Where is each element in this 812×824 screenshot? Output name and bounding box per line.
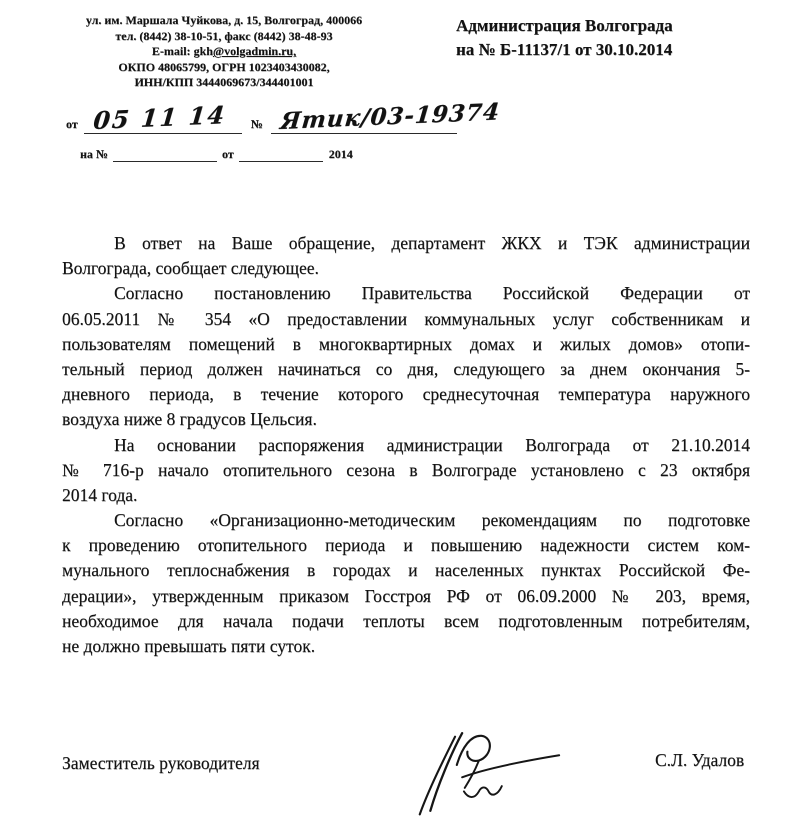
reply-number-blank-line	[113, 145, 217, 162]
date-label: от	[66, 117, 78, 131]
letterhead-email-line	[56, 44, 392, 60]
body-line: к проведению отопительного периода и повышению надежности систем ком-	[62, 535, 750, 556]
body-line: На основании распоряжения администрации Волгограда от 21.10.2014	[114, 434, 750, 455]
reply-from-label: от	[221, 147, 234, 161]
number-label: №	[250, 117, 263, 131]
email-label: E-mail:	[151, 44, 194, 58]
letterhead-address: ул. им. Маршала Чуйкова, д. 15, Волгоград, 400066	[85, 13, 363, 27]
reply-reference-row	[80, 140, 353, 162]
signer-position: Заместитель руководителя	[62, 753, 260, 773]
body-line: воздуха ниже 8 градусов Цельсия.	[62, 409, 317, 430]
handwritten-number: Ятик/03-19374	[278, 98, 502, 135]
addressee-name: Администрация Волгограда	[456, 16, 673, 35]
signer-name: С.Л. Удалов	[655, 750, 745, 770]
email-user: gkh	[193, 44, 213, 58]
body-line: дневного периода, в течение которого среднесуточная температура наружного	[62, 384, 750, 405]
body-line: пользователям помещений в многоквартирных домах и жилых домов» отопи-	[62, 333, 750, 354]
letterhead	[56, 13, 392, 91]
year-suffix: 2014	[328, 147, 353, 161]
letterhead-phone: тел. (8442) 38-10-51, факс (8442) 38-48-93	[115, 28, 333, 43]
body-line: № 716-р начало отопительного сезона в Волгограде установлено с 23 октября	[62, 459, 750, 480]
body-line: Согласно постановлению Правительства Российской Федерации от	[114, 283, 750, 304]
reply-number-label: на №	[80, 147, 108, 161]
email-domain: @volgadmin.ru,	[212, 44, 297, 58]
letter-body	[62, 231, 750, 659]
letterhead-okpo-ogrn: ОКПО 48065799, ОГРН 1023403430082,	[118, 59, 330, 74]
body-line: В ответ на Ваше обращение, департамент ЖКХ и ТЭК администрации	[114, 233, 750, 253]
outgoing-reference-row	[66, 94, 502, 135]
signature-icon	[418, 726, 568, 818]
handwritten-date: 05 11 14	[91, 100, 228, 135]
number-blank-line	[271, 98, 502, 135]
body-line: не должно превышать пяти суток.	[62, 636, 316, 656]
body-line: необходимое для начала подачи теплоты всем подготовленным потребителям,	[62, 610, 750, 631]
body-line: Волгограда, сообщает следующее.	[62, 258, 319, 279]
body-line: мунального теплоснабжения в городах и населенных пунктах Российской Фе-	[62, 560, 750, 581]
body-line: дерации», утвержденным приказом Госстроя РФ от 06.09.2000 № 203, время,	[62, 585, 750, 606]
body-line: тельный период должен начинаться со дня, следующего за днем окончания 5-	[62, 358, 750, 379]
reply-date-blank-line	[239, 145, 323, 162]
body-line: Согласно «Организационно-методическим рекомендациям по подготовке	[114, 510, 750, 531]
body-line: 06.05.2011 № 354 «О предоставлении коммунальных услуг собственникам и	[62, 308, 750, 329]
addressee-block	[456, 14, 673, 62]
reply-to-reference: на № Б-11137/1 от 30.10.2014	[456, 40, 673, 59]
date-blank-line	[84, 101, 242, 134]
body-line: 2014 года.	[62, 484, 138, 505]
letterhead-inn-kpp: ИНН/КПП 3444069673/344401001	[134, 75, 314, 89]
